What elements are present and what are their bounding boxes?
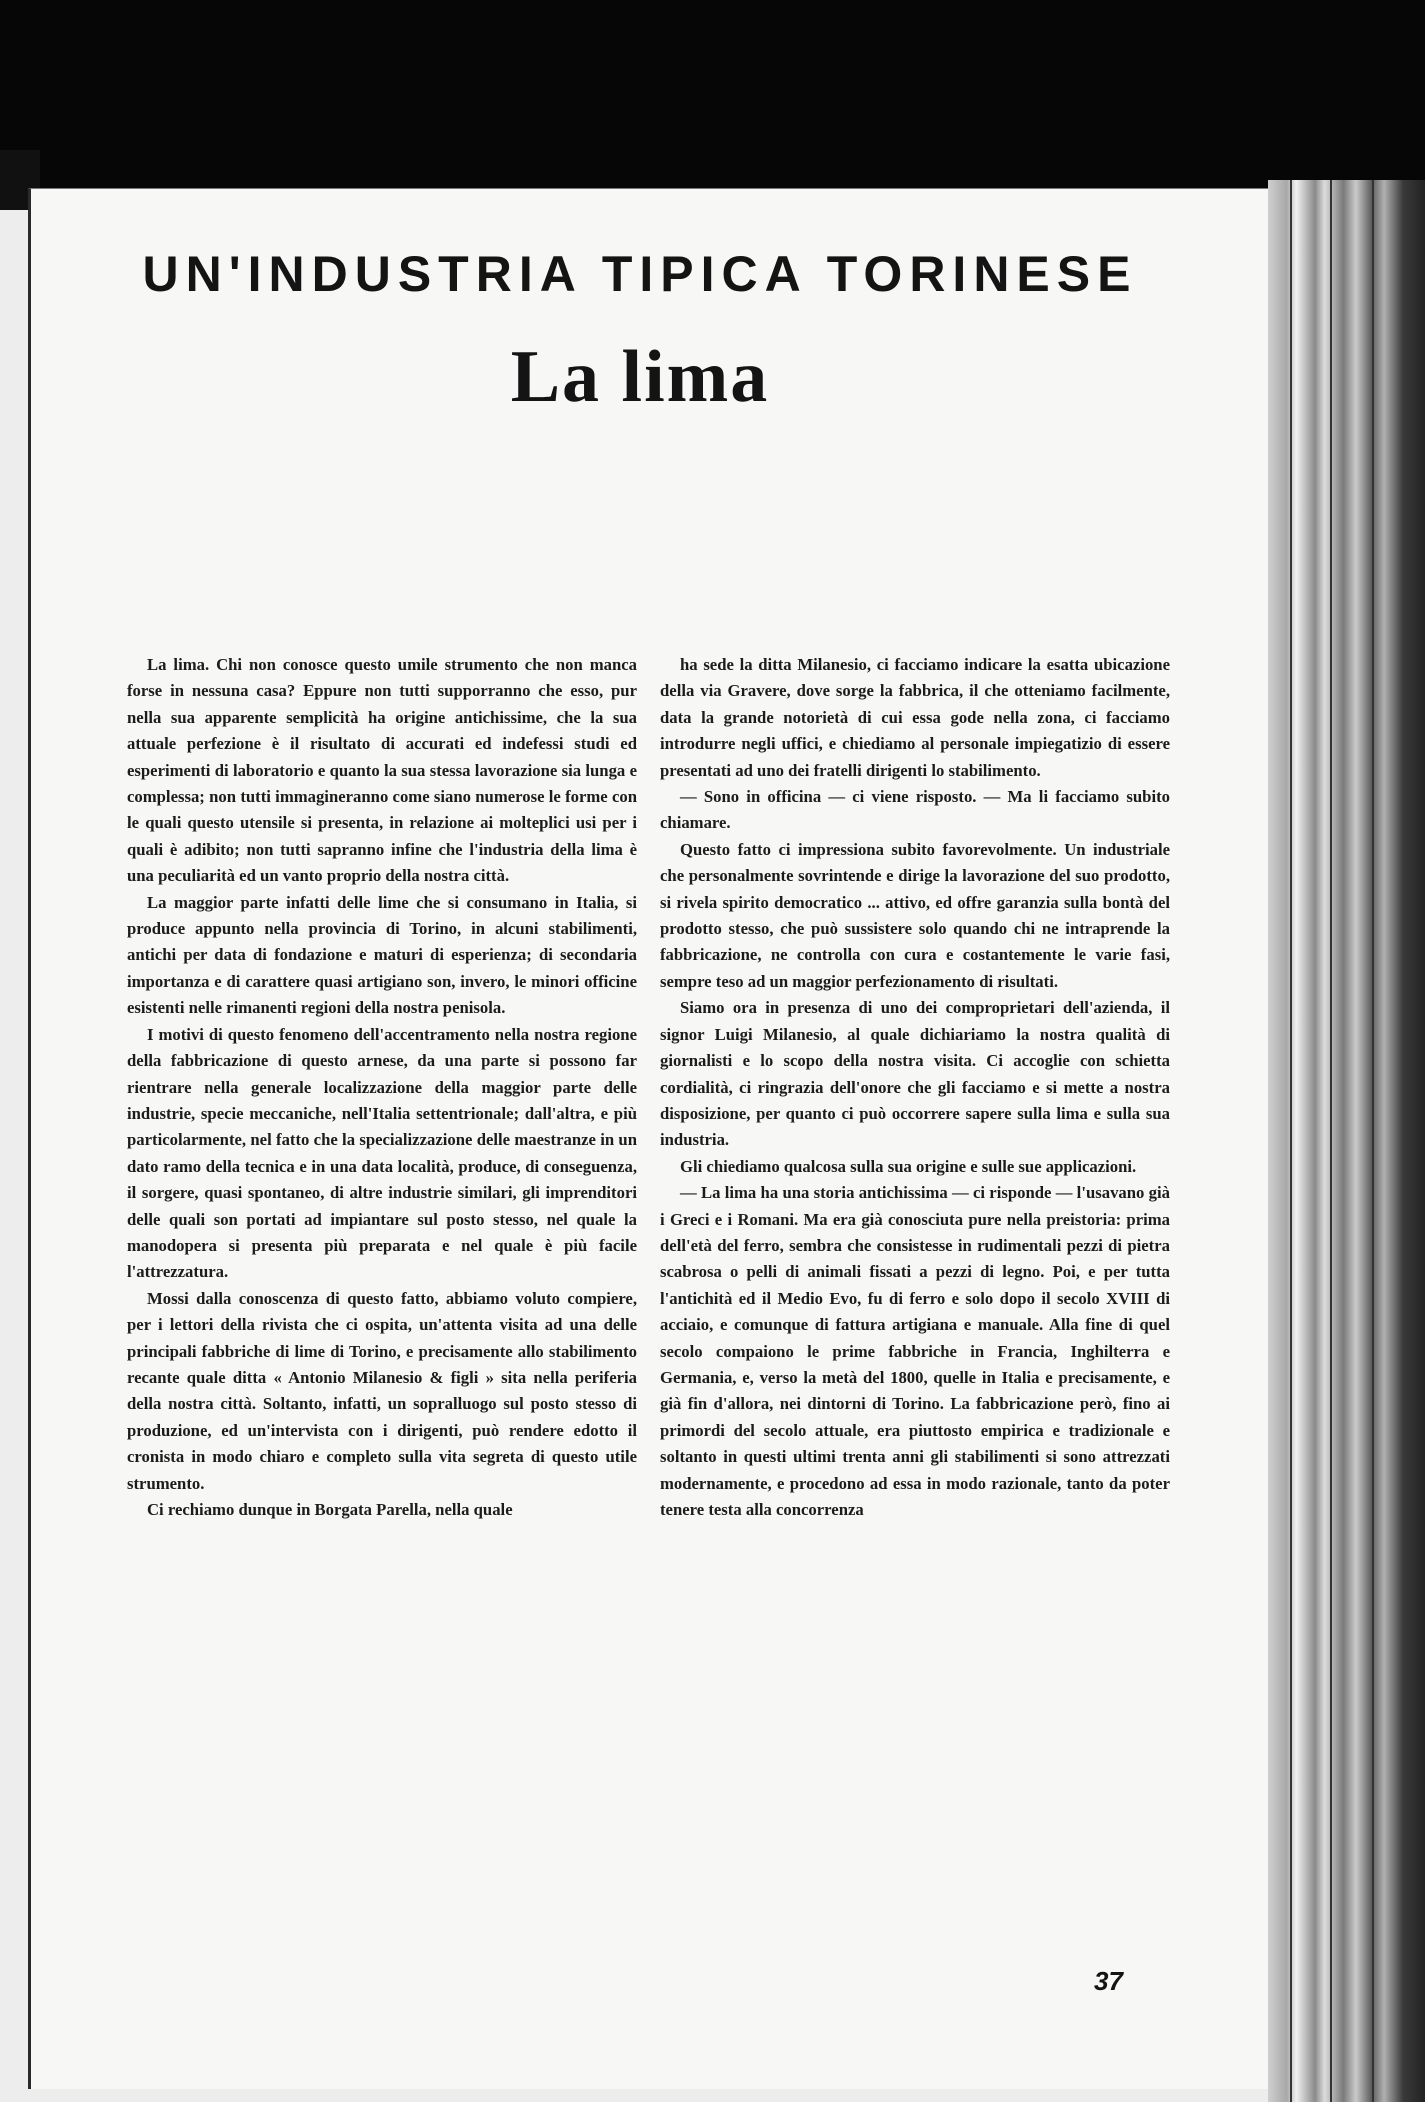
article-kicker: UN'INDUSTRIA TIPICA TORINESE <box>142 246 1138 302</box>
page-edge-line <box>1290 180 1292 2102</box>
paragraph: Mossi dalla conoscenza di questo fatto, abbiamo voluto compiere, per i lettori della rivista che ci ospita, un'attenta visita ad una delle principali fabbriche di lime di Torino, e precisamente allo stabilimento recante quale ditta « Antonio Milanesio & figli » sita nella periferia della nostra città. Soltanto, infatti, un sopralluogo sul posto stesso di produzione, ed un'intervista con i dirigenti, può rendere edotto il cronista in modo chiaro e completo sulla vita segreta di questo utile strumento. <box>127 1288 637 1493</box>
paragraph: I motivi di questo fenomeno dell'accentramento nella nostra regione della fabbricazione di questo arnese, da una parte si possono far rientrare nella generale localizzazione della maggior parte delle industrie, specie meccaniche, nell'Italia settentrionale; dall'altra, e più particolarmente, nel fatto che la specializzazione delle maestranze in un dato ramo della tecnica e in una data località, produce, di conseguenza, il sorgere, quasi spontaneo, di altre industrie similari, gli imprenditori delle quali son portati ad impiantare sul posto stesso, nel quale la manodopera si presenta più preparata e nel quale è più facile l'attrezzatura. <box>127 1024 637 1282</box>
paragraph: La lima. Chi non conosce questo umile strumento che non manca forse in nessuna casa? Eppure non tutti supporranno che esso, pur nella sua apparente semplicità ha origine antichissime, che la sua attuale perfezione è il risultato di accurati ed indefessi studi ed esperimenti di laboratorio e quanto la sua stessa lavorazione sia lunga e complessa; non tutti immagineranno come siano numerose le forme con le quali questo utensile si presenta, in relazione ai molteplici usi per i quali è adibito; non tutti sapranno infine che l'industria della lima è una peculiarità ed un vanto proprio della nostra città. <box>127 655 637 886</box>
scan-dark-border <box>0 0 1425 195</box>
article-title: La lima <box>510 336 770 418</box>
page-edge-line <box>1372 180 1374 2102</box>
paragraph: Questo fatto ci impressiona subito favorevolmente. Un industriale che personalmente sovrintende e dirige la lavorazione del suo prodotto, si rivela spirito democratico ... attivo, ed offre garanzia sulla bontà del prodotto stesso, che può sussistere solo quando chi ne intraprende la fabbricazione, ne controlla con cura e costantemente le varie fasi, sempre teso ad un maggior perfezionamento di risultati. <box>660 839 1170 991</box>
paragraph: Gli chiediamo qualcosa sulla sua origine e sulle sue applicazioni. <box>680 1156 1137 1176</box>
paragraph: — La lima ha una storia antichissima — ci risponde — l'usavano già i Greci e i Romani. Ma era già conosciuta pure nella preistoria: prima dell'età del ferro, sembra che consistesse in rudimentali pezzi di pietra scabrosa o pelli di animali fissati a pezzi di legno. Poi, e per tutta l'antichità ed il Medio Evo, fu di ferro e solo dopo il secolo XVIII di acciaio, e comunque di fattura artigiana e manuale. Alla fine di quel secolo compaiono le prime fabbriche in Francia, Inghilterra e Germania, e, verso la metà del 1800, quelle in Italia e precisamente, e già fin d'allora, nei dintorni di Torino. La fabbricazione però, fino ai primordi del secolo attuale, era piuttosto empirica e tradizionale e soltanto in questi ultimi trenta anni gli stabilimenti si sono attrezzati modernamente, e procedono ad essa in modo razionale, tanto da poter tenere testa alla concorrenza <box>660 1183 1170 1519</box>
paragraph: Ci rechiamo dunque in Borgata Parella, nella quale <box>147 1500 513 1519</box>
page-edge-line <box>1330 180 1332 2102</box>
article-column-right <box>660 652 1170 1952</box>
paragraph: La maggior parte infatti delle lime che si consumano in Italia, si produce appunto nella provincia di Torino, in alcuni stabilimenti, antichi per data di fondazione e maturi di esperienza; di secondaria importanza e di carattere quasi artigiano son, invero, le minori officine esistenti nelle rimanenti regioni della nostra penisola. <box>127 892 637 1018</box>
page-number: 37 <box>1094 1966 1123 1996</box>
paragraph: ha sede la ditta Milanesio, ci facciamo indicare la esatta ubicazione della via Gravere, dove sorge la fabbrica, il che otteniamo facilmente, data la grande notorietà di cui essa gode nella zona, ci facciamo introdurre negli uffici, e chiediamo al personale impiegatizio di essere presentati ad uno dei fratelli dirigenti lo stabilimento. <box>660 655 1170 780</box>
paragraph: Siamo ora in presenza di uno dei comproprietari dell'azienda, il signor Luigi Milanesio, al quale dichiariamo la nostra qualità di giornalisti e lo scopo della nostra visita. Ci accoglie con schietta cordialità, ci ringrazia dell'onore che gli facciamo e si mette a nostra disposizione, per quanto ci può occorrere sapere sulla lima e sulla sua industria. <box>660 998 1170 1150</box>
article-column-left <box>127 652 637 1952</box>
paragraph: — Sono in officina — ci viene risposto. — Ma li facciamo subito chiamare. <box>660 787 1170 833</box>
